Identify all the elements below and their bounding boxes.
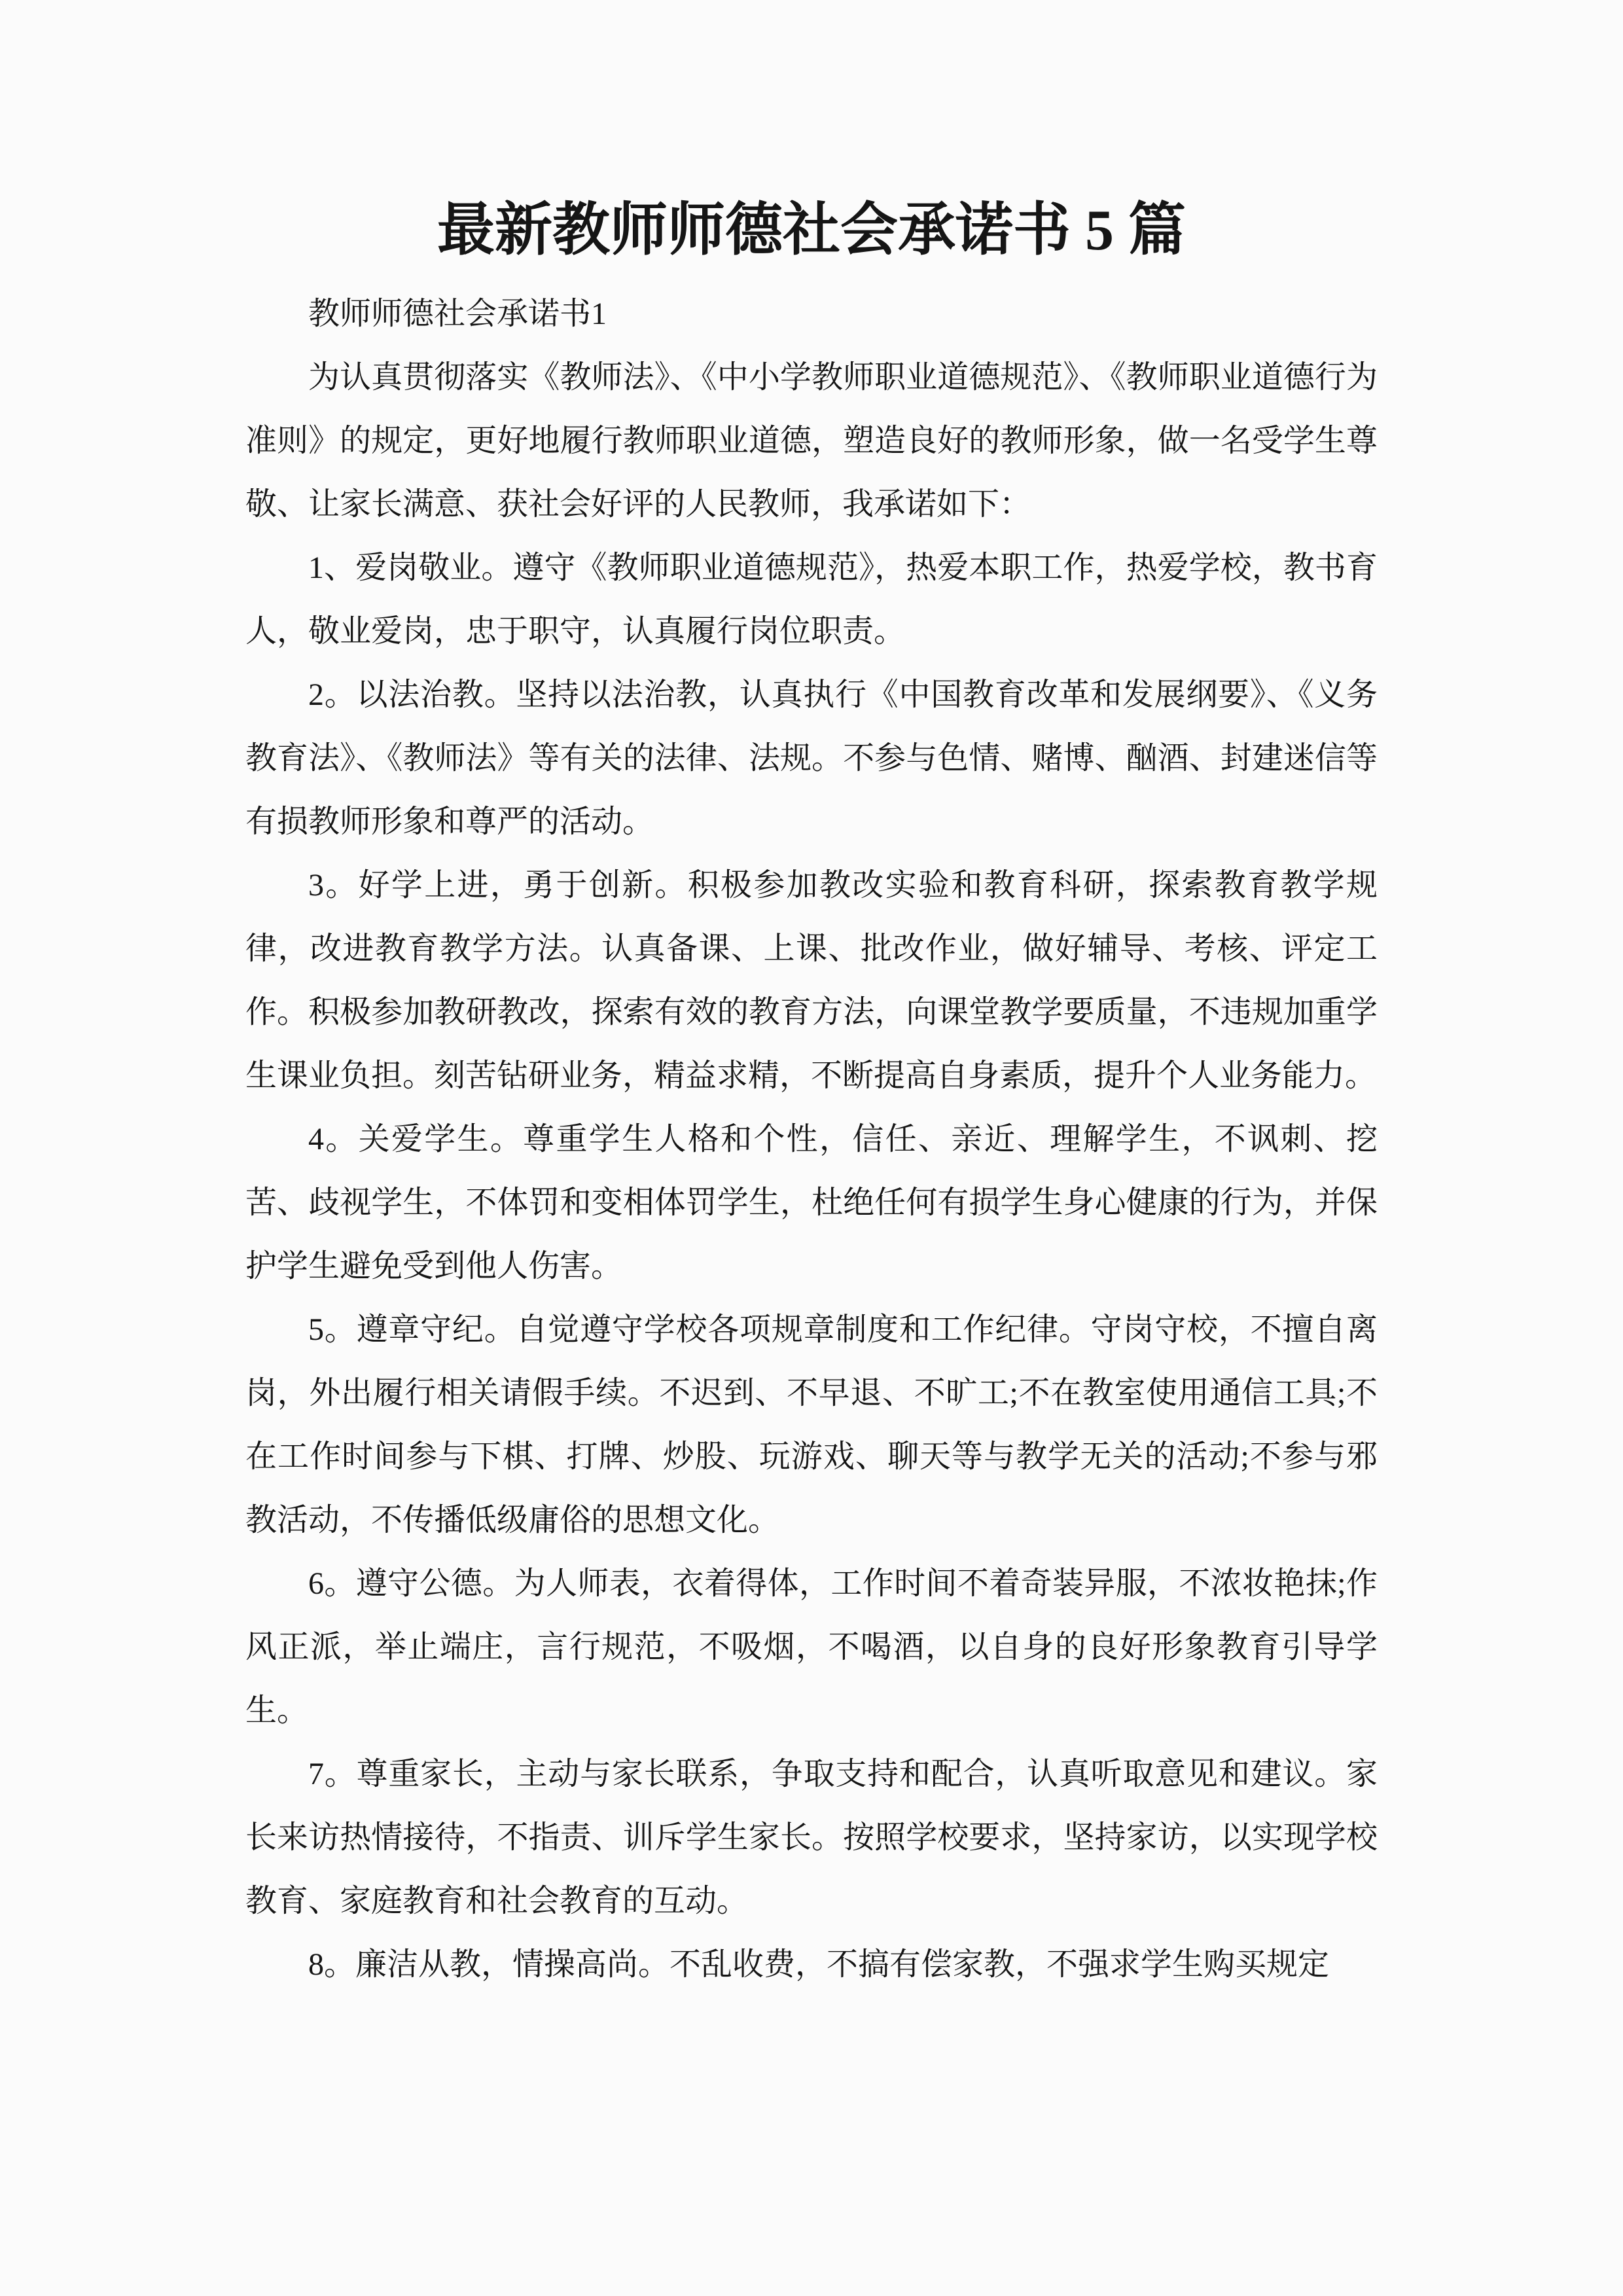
numbered-paragraph-3: 3。好学上进，勇于创新。积极参加教改实验和教育科研，探索教育教学规律，改进教育教学方法。认真备课、上课、批改作业，做好辅导、考核、评定工作。积极参加教研教改，探索有效的教育方法，向课堂教学要质量，不违规加重学生课业负担。刻苦钻研业务，精益求精，不断提高自身素质，提升个人业务能力。 xyxy=(245,867,1378,1093)
numbered-paragraph-4: 4。关爱学生。尊重学生人格和个性，信任、亲近、理解学生，不讽刺、挖苦、歧视学生，不体罚和变相体罚学生，杜绝任何有损学生身心健康的行为，并保护学生避免受到他人伤害。 xyxy=(245,1121,1378,1283)
numbered-paragraph-5: 5。遵章守纪。自觉遵守学校各项规章制度和工作纪律。守岗守校，不擅自离岗，外出履行相关请假手续。不迟到、不早退、不旷工;不在教室使用通信工具;不在工作时间参与下棋、打牌、炒股、玩游戏、聊天等与教学无关的活动;不参与邪教活动，不传播低级庸俗的思想文化。 xyxy=(245,1312,1378,1537)
numbered-paragraph-7: 7。尊重家长，主动与家长联系，争取支持和配合，认真听取意见和建议。家长来访热情接待，不指责、训斥学生家长。按照学校要求，坚持家访，以实现学校教育、家庭教育和社会教育的互动。 xyxy=(245,1756,1378,1918)
numbered-paragraph-2: 2。以法治教。坚持以法治教，认真执行《中国教育改革和发展纲要》、《义务教育法》、《教师法》等有关的法律、法规。不参与色情、赌博、酗酒、封建迷信等有损教师形象和尊严的活动。 xyxy=(245,677,1378,839)
section-heading: 教师师德社会承诺书1 xyxy=(308,296,607,331)
numbered-paragraph-6: 6。遵守公德。为人师表，衣着得体，工作时间不着奇装异服，不浓妆艳抹;作风正派，举止端庄，言行规范，不吸烟，不喝酒，以自身的良好形象教育引导学生。 xyxy=(245,1566,1378,1728)
numbered-paragraph-8: 8。廉洁从教，情操高尚。不乱收费，不搞有偿家教，不强求学生购买规定 xyxy=(308,1946,1330,1982)
numbered-paragraph-1: 1、爱岗敬业。遵守《教师职业道德规范》，热爱本职工作，热爱学校，教书育人，敬业爱岗，忠于职守，认真履行岗位职责。 xyxy=(245,550,1378,649)
document-title: 最新教师师德社会承诺书 5 篇 xyxy=(437,199,1186,262)
document-body xyxy=(245,282,1378,1996)
intro-paragraph: 为认真贯彻落实《教师法》、《中小学教师职业道德规范》、《教师职业道德行为准则》的规定，更好地履行教师职业道德，塑造良好的教师形象，做一名受学生尊敬、让家长满意、获社会好评的人民教师，我承诺如下： xyxy=(245,359,1378,522)
